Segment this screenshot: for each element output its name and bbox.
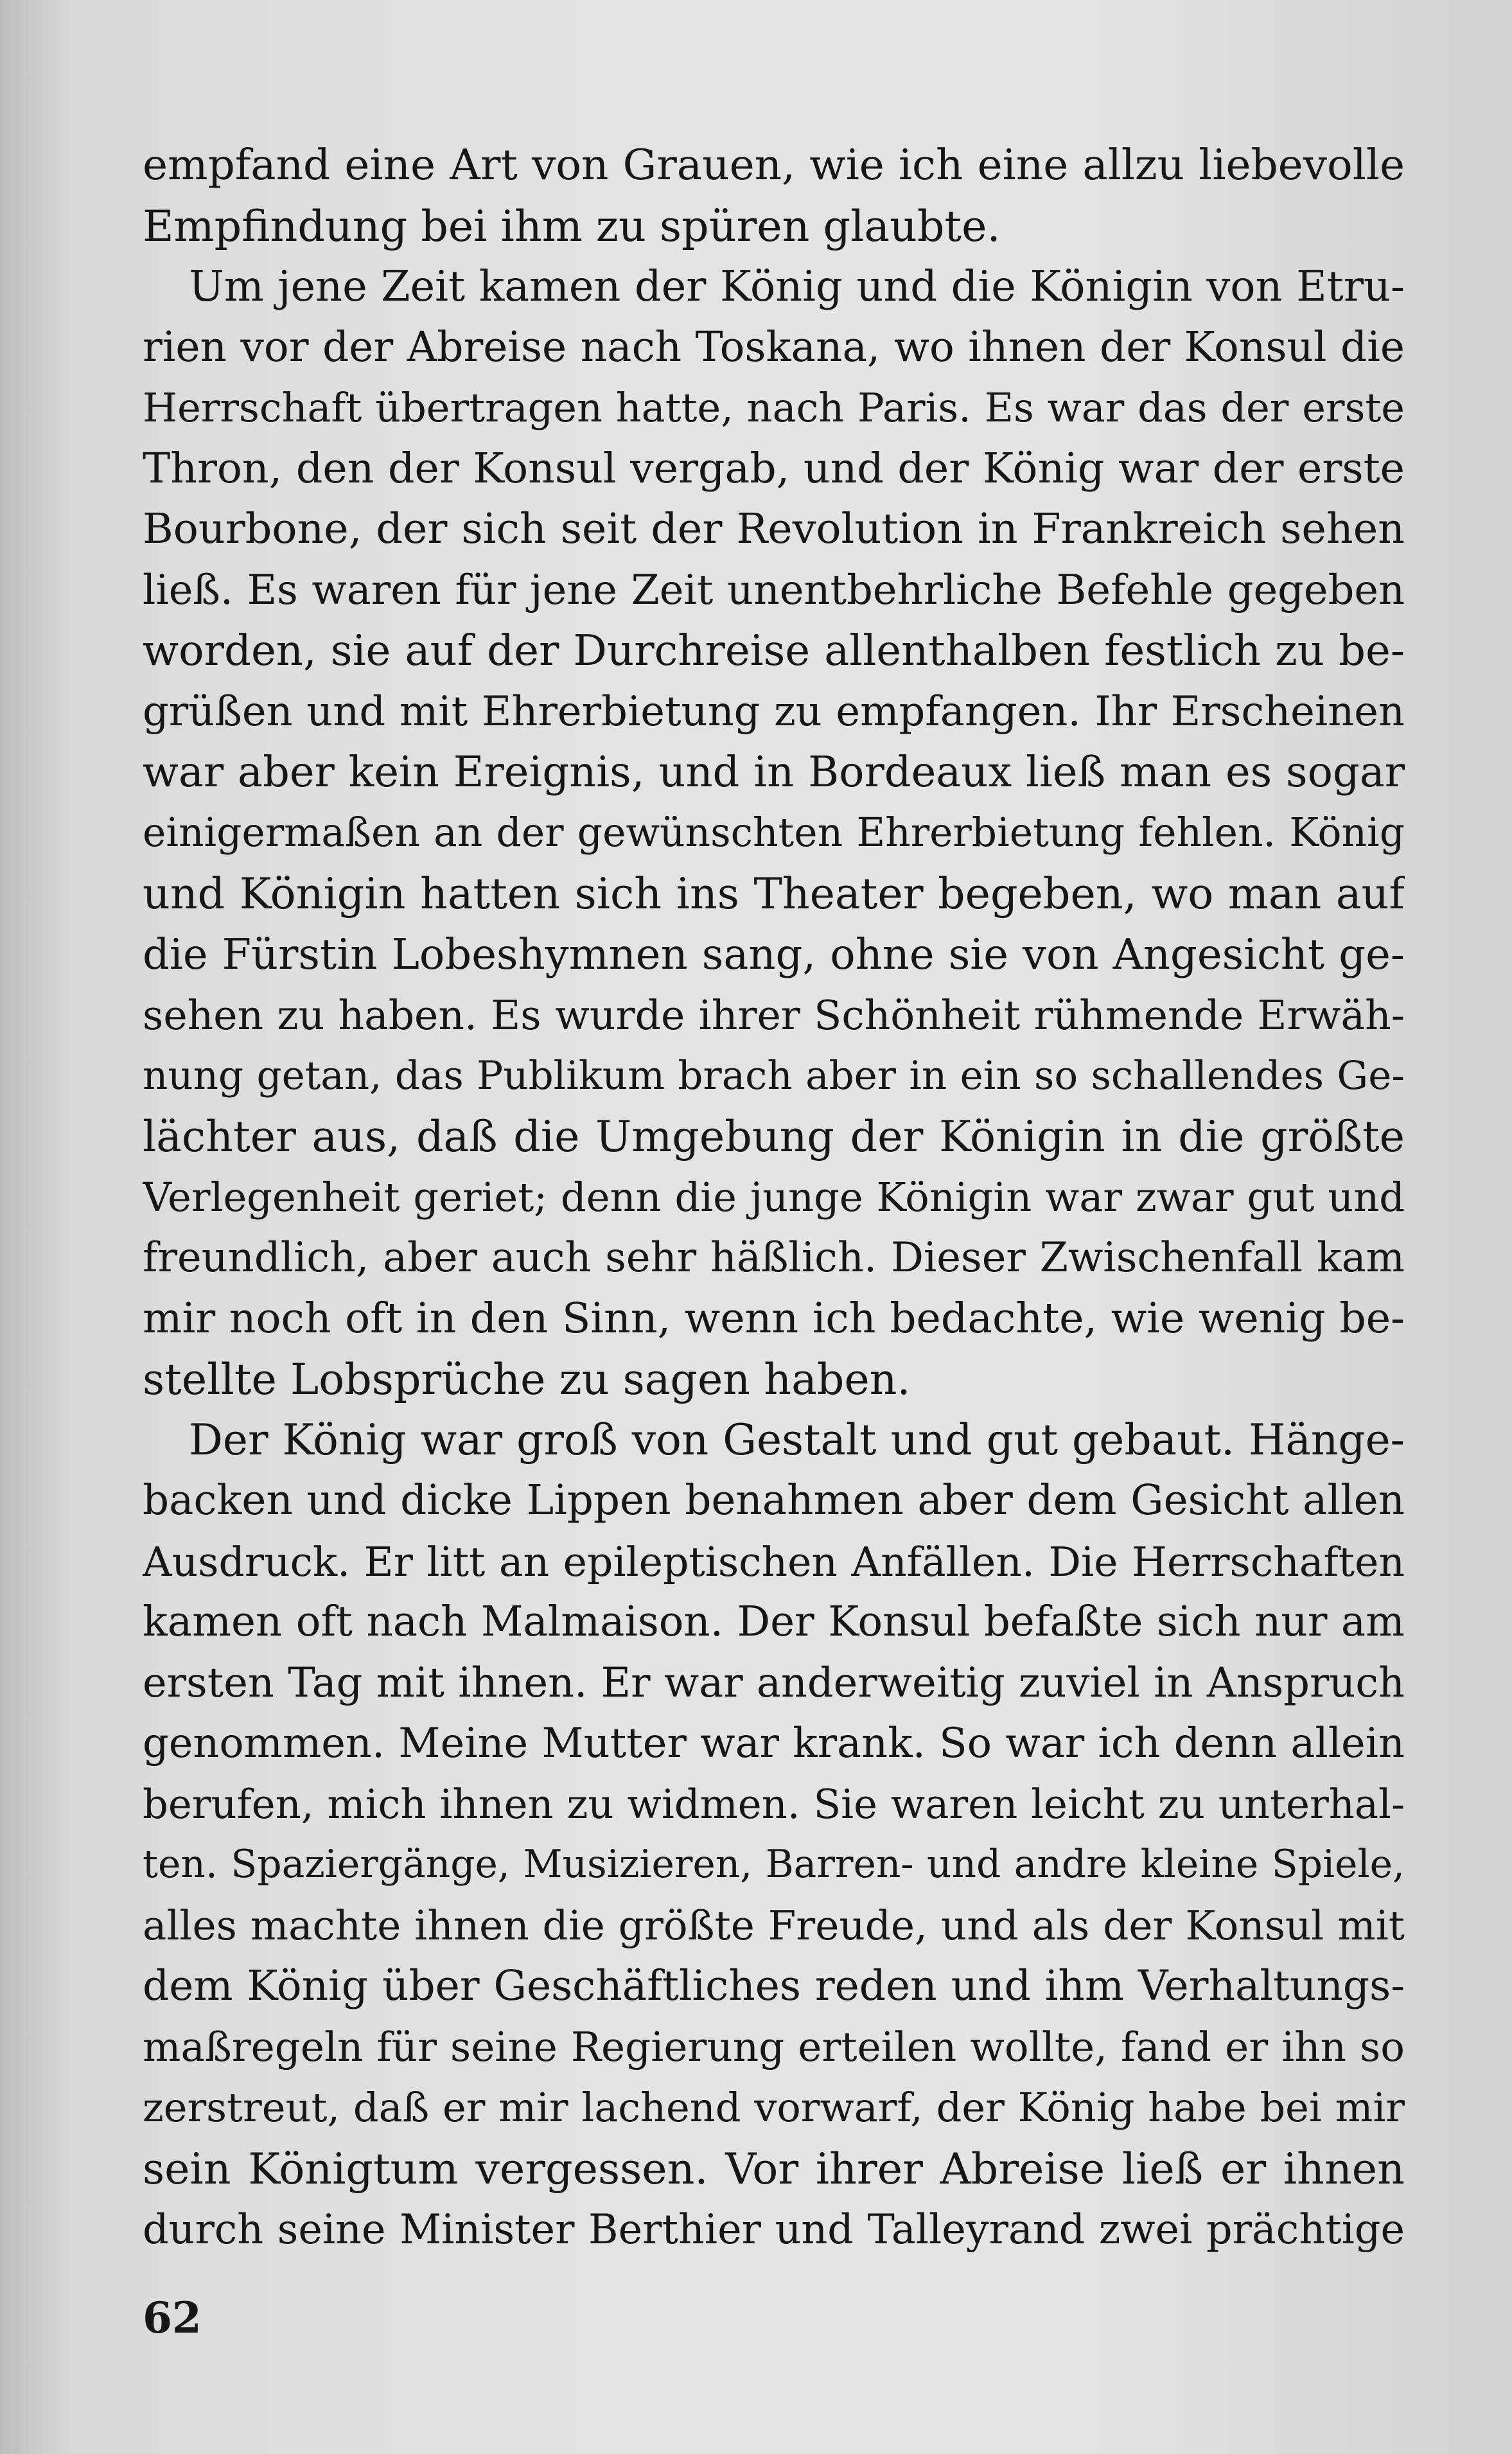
text-line: Bourbone, der sich seit der Revolution in Frankreich sehen [143,505,1405,553]
text-line: rien vor der Abreise nach Toskana, wo ihnen der Konsul die [143,322,1405,371]
text-line: Verlegenheit geriet; denn die junge Königin war zwar gut und [143,1173,1405,1221]
text-line: ten. Spaziergänge, Musizieren, Barren- und andre kleine Spiele, [143,1842,1405,1887]
text-line: freundlich, aber auch sehr häßlich. Dieser Zwischenfall kam [143,1234,1405,1282]
text-line: die Fürstin Lobeshymnen sang, ohne sie von Angesicht ge- [143,930,1405,979]
text-line: nung getan, das Publikum brach aber in ein so schallendes Ge- [143,1052,1405,1099]
body-text [143,135,1405,2260]
text-line: grüßen und mit Ehrerbietung zu empfangen. Ihr Erscheinen [143,687,1405,736]
text-line: maßregeln für seine Regierung erteilen wollte, fand er ihn so [143,2023,1405,2070]
text-line: zerstreut, daß er mir lachend vorwarf, der König habe bei mir [143,2084,1405,2131]
text-line: einigermaßen an der gewünschten Ehrerbietung fehlen. König [143,809,1405,856]
text-line: alles machte ihnen die größte Freude, und als der Konsul mit [143,1902,1405,1949]
text-line: Ausdruck. Er litt an epileptischen Anfällen. Die Herrschaften [143,1537,1405,1585]
text-line: worden, sie auf der Durchreise allenthalben festlich zu be- [143,626,1405,675]
text-line: dem König über Geschäftliches reden und ihm Verhaltungs- [143,1962,1405,2010]
text-line: ersten Tag mit ihnen. Er war anderweitig zuviel in Anspruch [143,1659,1405,1707]
text-line: kamen oft nach Malmaison. Der Konsul befaßte sich nur am [143,1598,1405,1646]
text-line: backen und dicke Lippen benahmen aber dem Gesicht allen [143,1476,1405,1524]
text-line: Herrschaft übertragen hatte, nach Paris. Es war das der erste [143,384,1405,431]
text-line: Um jene Zeit kamen der König und die Königin von Etru- [189,262,1405,311]
text-line: Empfindung bei ihm zu spüren glaubte. [143,200,1001,251]
text-line: ließ. Es waren für jene Zeit unentbehrliche Befehle gegeben [143,566,1405,614]
text-line: sein Königtum vergessen. Vor ihrer Abreise ließ er ihnen [143,2143,1405,2194]
text-line: berufen, mich ihnen zu widmen. Sie waren leicht zu unterhal- [143,1780,1405,1828]
text-line: durch seine Minister Berthier und Talleyrand zwei prächtige [143,2205,1405,2253]
text-line: sehen zu haben. Es wurde ihrer Schönheit rühmende Erwäh- [143,991,1405,1039]
text-line: mir noch oft in den Sinn, wenn ich bedachte, wie wenig be- [143,1294,1405,1343]
text-line: und Königin hatten sich ins Theater begeben, wo man auf [143,869,1405,919]
text-line: genommen. Meine Mutter war krank. So war ich denn allein [143,1720,1405,1767]
text-line: Der König war groß von Gestalt und gut gebaut. Hänge- [189,1415,1405,1465]
text-line: empfand eine Art von Grauen, wie ich eine allzu liebevolle [143,140,1405,190]
text-line: lächter aus, daß die Umgebung der Königin in die größte [143,1111,1405,1161]
page-number: 62 [143,2293,202,2343]
text-line: stellte Lobsprüche zu sagen haben. [143,1354,911,1404]
text-line: Thron, den der Konsul vergab, und der König war der erste [143,444,1405,493]
text-line: war aber kein Ereignis, und in Bordeaux ließ man es sogar [143,748,1405,797]
